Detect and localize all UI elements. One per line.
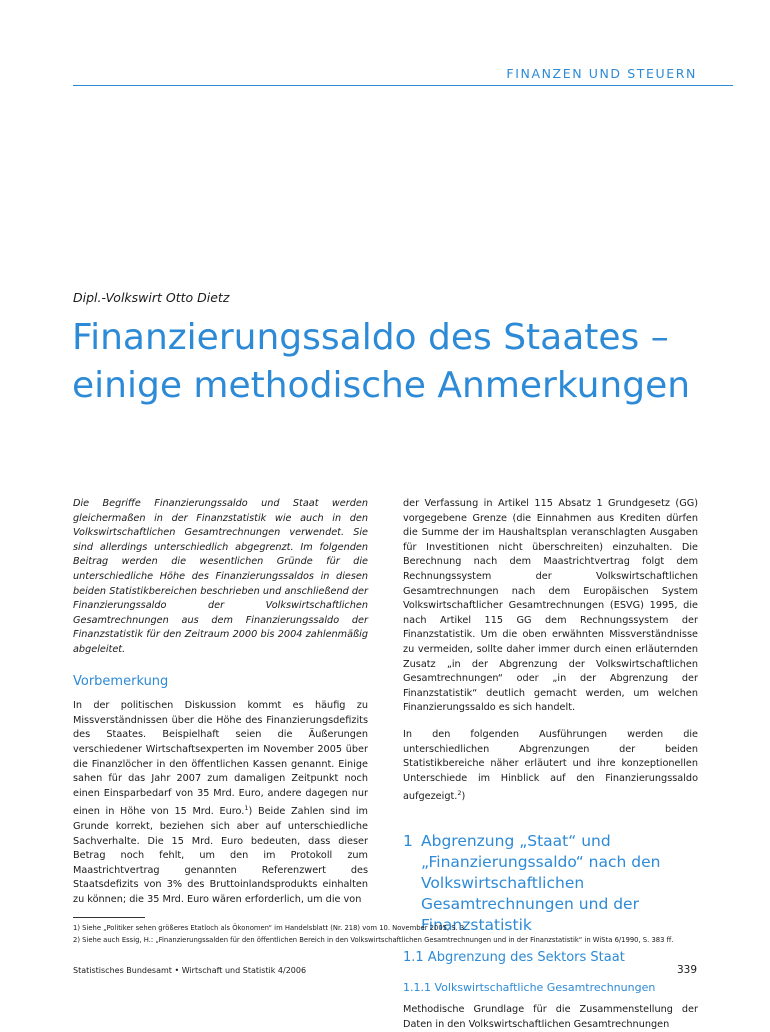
author: Dipl.-Volkswirt Otto Dietz bbox=[73, 290, 230, 305]
heading-vorbemerkung: Vorbemerkung bbox=[73, 673, 169, 689]
body-paragraph-3: Methodische Grundlage für die Zusammenstellung der Daten in den Volkswirtschaftlichen Gesamtrechnungen bbox=[403, 1004, 698, 1030]
heading-section-1 bbox=[403, 831, 698, 936]
body-paragraph-1-tail: der Verfassung in Artikel 115 Absatz 1 Grundgesetz (GG) vorgegebene Grenze (die Einnahmen aus Krediten dürfen die Summe der im Haushaltsplan veranschlagten Ausgaben für Investitionen nicht überschreiten) einzuhalten. Die Berechnung nach dem Maastrichtvertrag folgt dem Rechnungssystem der Volkswirtschaftlichen Gesamtrechnungen nach dem Europäischen System Volkswirtschaftlicher Gesamtrechnungen (ESVG) 1995, die nach Artikel 115 GG dem Rechnungssystem der Finanzstatistik. Um die oben erwähnten Missverständnisse zu vermeiden, sollte daher immer durch einen erläuternden Zusatz „in der Abgrenzung der Volkswirtschaftlichen Gesamtrechnungen“ oder „in der Abgrenzung der Finanzstatistik“ deutlich gemacht werden, um welchen Finanzierungssaldo es sich handelt. bbox=[403, 498, 698, 714]
body-paragraph-1: In der politischen Diskussion kommt es häufig zu Missverständnissen über die Höhe des Finanzierungsdefizits des Staates. Beispielhaft seien die Äußerungen verschiedener Wirtschaftsexperten im November 2005 über die Finanzlöcher in den öffentlichen Kassen genannt. Einige sahen für das Jahr 2007 zum damaligen Zeitpunkt noch einen Einsparbedarf von 35 Mrd. Euro, andere dagegen nur einen in Höhe von 15 Mrd. Euro.$^1$) Beide Zahlen sind im Grunde korrekt, beziehen sich aber auf unterschiedliche Sachverhalte. Die 15 Mrd. Euro bedeuten, dass dieser Betrag noch fehlt, um den im Protokoll zum Maastrichtvertrag genannten Referenzwert des Staatsdefizits von 3% des Bruttoinlandsprodukts einhalten zu können; die 35 Mrd. Euro wären erforderlich, um die von bbox=[73, 700, 368, 906]
footnote-1: 1) Siehe „Politiker sehen größeres Etatloch als Ökonomen“ im Handelsblatt (Nr. 218) vom 10. November 2005, S. 3. bbox=[73, 924, 467, 932]
left-column bbox=[73, 497, 368, 908]
footnote-rule bbox=[73, 917, 145, 918]
footnotes bbox=[73, 922, 703, 946]
section-number: 1 bbox=[403, 832, 413, 851]
footnote-mark-2: 2 bbox=[457, 789, 462, 798]
article-title: Finanzierungssaldo des Staates – einige methodische Anmerkungen bbox=[72, 317, 691, 406]
footer-publication: Statistisches Bundesamt • Wirtschaft und Statistik 4/2006 bbox=[73, 966, 307, 975]
body-paragraph-1-continued bbox=[403, 497, 698, 716]
heading-section-1-1: 1.1 Abgrenzung des Sektors Staat bbox=[403, 950, 625, 966]
footnote-2: 2) Siehe auch Essig, H.: „Finanzierungssalden für den öffentlichen Bereich in den Volkswirtschaftlichen Gesamtrechnungen und in der Finanzstatistik“ in WiSta 6/1990, S. 383 ff. bbox=[73, 936, 674, 944]
section-1-title: Abgrenzung „Staat“ und „Finanzierungssaldo“ nach den Volkswirtschaftlichen Gesamtrechnungen und der Finanzstatistik bbox=[421, 832, 661, 935]
abstract: Die Begriffe Finanzierungssaldo und Staat werden gleichermaßen in der Finanzstatistik wie auch in den Volkswirtschaftlichen Gesamtrechnungen verwendet. Sie sind allerdings unterschiedlich abgegrenzt. Im folgenden Beitrag werden die wesentlichen Gründe für die unterschiedliche Höhe des Finanzierungssaldos in diesen beiden Statistikbereichen beschrieben und anschließend der Finanzierungssaldo der Volkswirtschaftlichen Gesamtrechnungen aus dem Finanzierungssaldo der Finanzstatistik für den Zeitraum 2000 bis 2004 zahlenmäßig abgeleitet. bbox=[73, 498, 368, 655]
footnote-mark-1: 1 bbox=[244, 804, 249, 813]
section-label: FINANZEN UND STEUERN bbox=[506, 66, 697, 81]
header-rule bbox=[73, 85, 733, 86]
heading-section-1-1-1: 1.1.1 Volkswirtschaftliche Gesamtrechnungen bbox=[403, 980, 656, 994]
body-paragraph-2: In den folgenden Ausführungen werden die unterschiedlichen Abgrenzungen der beiden Statistikbereiche näher erläutert und ihre konzeptionellen Unterschiede im Hinblick auf den Finanzierungssaldo aufgezeigt.$^2$) bbox=[403, 728, 698, 803]
page-number: 339 bbox=[676, 964, 697, 976]
right-column bbox=[403, 497, 698, 1032]
